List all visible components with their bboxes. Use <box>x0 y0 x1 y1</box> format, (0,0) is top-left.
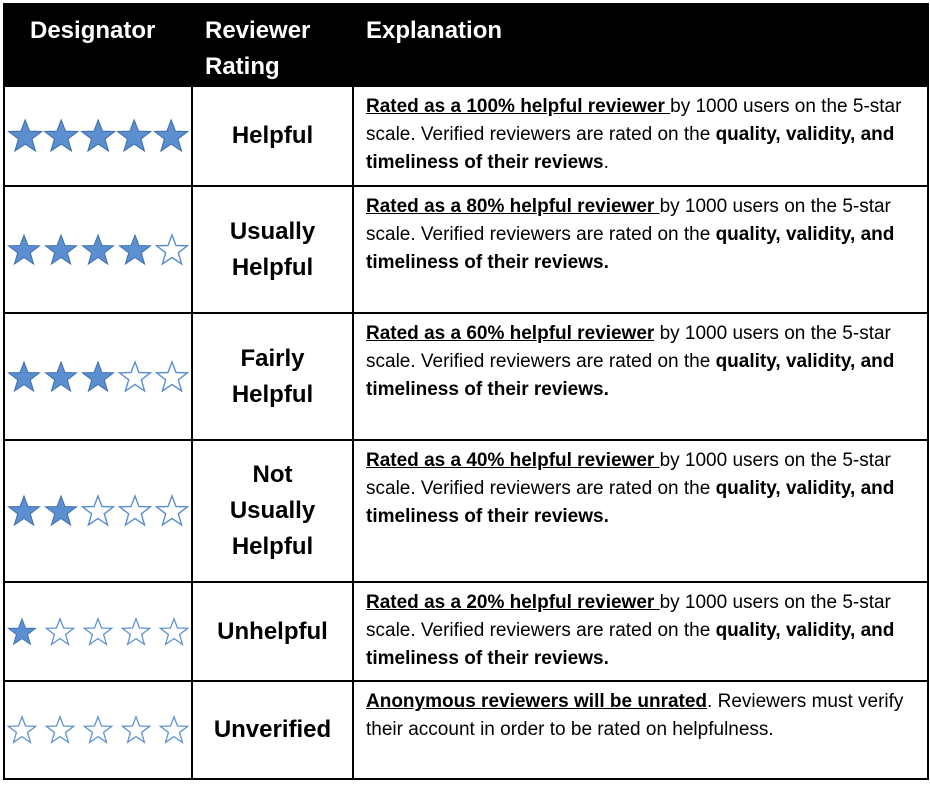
designator-cell <box>4 313 192 440</box>
star-filled-icon <box>7 117 43 155</box>
star-empty-icon <box>7 715 37 745</box>
star-rating <box>7 617 189 647</box>
reviewer-rating-cell <box>192 440 353 582</box>
star-filled-icon <box>44 494 78 528</box>
star-filled-icon <box>81 233 115 267</box>
reviewer-rating-cell <box>192 681 353 779</box>
header-reviewer-rating-line2: Rating <box>205 53 280 80</box>
table-row <box>4 313 928 440</box>
reviewer-rating-cell <box>192 186 353 313</box>
reviewer-rating-table <box>3 3 929 780</box>
designator-cell <box>4 681 192 779</box>
rating-label-line: Usually <box>229 497 316 524</box>
rating-label-line: Helpful <box>231 380 314 408</box>
star-filled-icon <box>7 233 41 267</box>
explanation-lead: Rated as a 80% helpful reviewer <box>366 196 660 217</box>
designator-cell <box>4 86 192 186</box>
rating-label-line: Usually <box>229 217 316 245</box>
star-filled-icon <box>7 360 41 394</box>
explanation-lead: Rated as a 40% helpful reviewer <box>366 450 660 471</box>
header-reviewer-rating-line1: Reviewer <box>205 17 311 44</box>
star-filled-icon <box>44 360 78 394</box>
explanation-lead: Rated as a 100% helpful reviewer <box>366 96 671 117</box>
explanation-lead: Rated as a 20% helpful reviewer <box>366 592 660 613</box>
designator-cell <box>4 186 192 313</box>
designator-cell <box>4 582 192 681</box>
explanation-text: by 1000 users on the 5-star scale. Verified reviewers are rated on the <box>366 592 891 641</box>
explanation-text: by 1000 users on the 5-star scale. Verified reviewers are rated on the <box>366 323 891 372</box>
header-row <box>4 4 928 86</box>
rating-label-line: Unhelpful <box>217 617 328 645</box>
star-filled-icon <box>80 117 116 155</box>
star-empty-icon <box>118 494 152 528</box>
explanation-cell <box>353 186 928 313</box>
explanation-cell <box>353 313 928 440</box>
explanation-cell <box>353 681 928 779</box>
star-empty-icon <box>118 360 152 394</box>
reviewer-rating-cell <box>192 86 353 186</box>
designator-cell <box>4 440 192 582</box>
rating-label-line: Helpful <box>231 122 314 149</box>
table-row <box>4 681 928 779</box>
star-rating <box>7 494 189 528</box>
star-empty-icon <box>155 360 189 394</box>
explanation-end: . <box>603 152 609 173</box>
header-designator: Designator <box>4 4 192 86</box>
explanation-bold: quality, validity, and timeliness of their reviews. <box>366 620 895 669</box>
explanation-bold: quality, validity, and timeliness of their reviews. <box>366 478 895 527</box>
star-empty-icon <box>45 617 75 647</box>
star-empty-icon <box>121 617 151 647</box>
star-filled-icon <box>44 233 78 267</box>
table-row <box>4 582 928 681</box>
star-empty-icon <box>83 715 113 745</box>
rating-label-line: Helpful <box>231 533 314 560</box>
explanation-cell <box>353 582 928 681</box>
table-row <box>4 86 928 186</box>
star-rating <box>7 117 189 155</box>
star-empty-icon <box>159 617 189 647</box>
star-empty-icon <box>121 715 151 745</box>
explanation-text: by 1000 users on the 5-star scale. Verified reviewers are rated on the <box>366 96 902 145</box>
star-empty-icon <box>155 233 189 267</box>
explanation-text: by 1000 users on the 5-star scale. Verified reviewers are rated on the <box>366 196 891 245</box>
star-rating <box>7 360 189 394</box>
star-empty-icon <box>45 715 75 745</box>
star-filled-icon <box>43 117 79 155</box>
star-empty-icon <box>155 494 189 528</box>
star-filled-icon <box>153 117 189 155</box>
explanation-lead: Rated as a 60% helpful reviewer <box>366 323 655 344</box>
rating-label-line: Unverified <box>213 716 332 743</box>
reviewer-rating-cell <box>192 313 353 440</box>
explanation-lead: Anonymous reviewers will be unrated <box>366 691 708 712</box>
star-filled-icon <box>7 617 37 647</box>
explanation-cell <box>353 86 928 186</box>
rating-label-line: Fairly <box>240 344 305 372</box>
star-filled-icon <box>116 117 152 155</box>
explanation-text: . Reviewers must verify their account in order to be rated on helpfulness. <box>366 691 904 740</box>
star-empty-icon <box>83 617 113 647</box>
table-row <box>4 440 928 582</box>
rating-label-line: Not <box>252 461 293 488</box>
table-row <box>4 186 928 313</box>
explanation-bold: quality, validity, and timeliness of their reviews <box>366 124 895 173</box>
star-empty-icon <box>81 494 115 528</box>
star-rating <box>7 233 189 267</box>
explanation-text: by 1000 users on the 5-star scale. Verified reviewers are rated on the <box>366 450 891 499</box>
star-filled-icon <box>81 360 115 394</box>
star-filled-icon <box>7 494 41 528</box>
star-filled-icon <box>118 233 152 267</box>
reviewer-rating-cell <box>192 582 353 681</box>
header-reviewer-rating <box>192 4 353 86</box>
explanation-bold: quality, validity, and timeliness of their reviews. <box>366 351 895 400</box>
star-empty-icon <box>159 715 189 745</box>
rating-label-line: Helpful <box>231 253 314 281</box>
header-explanation: Explanation <box>353 4 928 86</box>
explanation-bold: quality, validity, and timeliness of their reviews. <box>366 224 895 273</box>
explanation-cell <box>353 440 928 582</box>
star-rating <box>7 715 189 745</box>
